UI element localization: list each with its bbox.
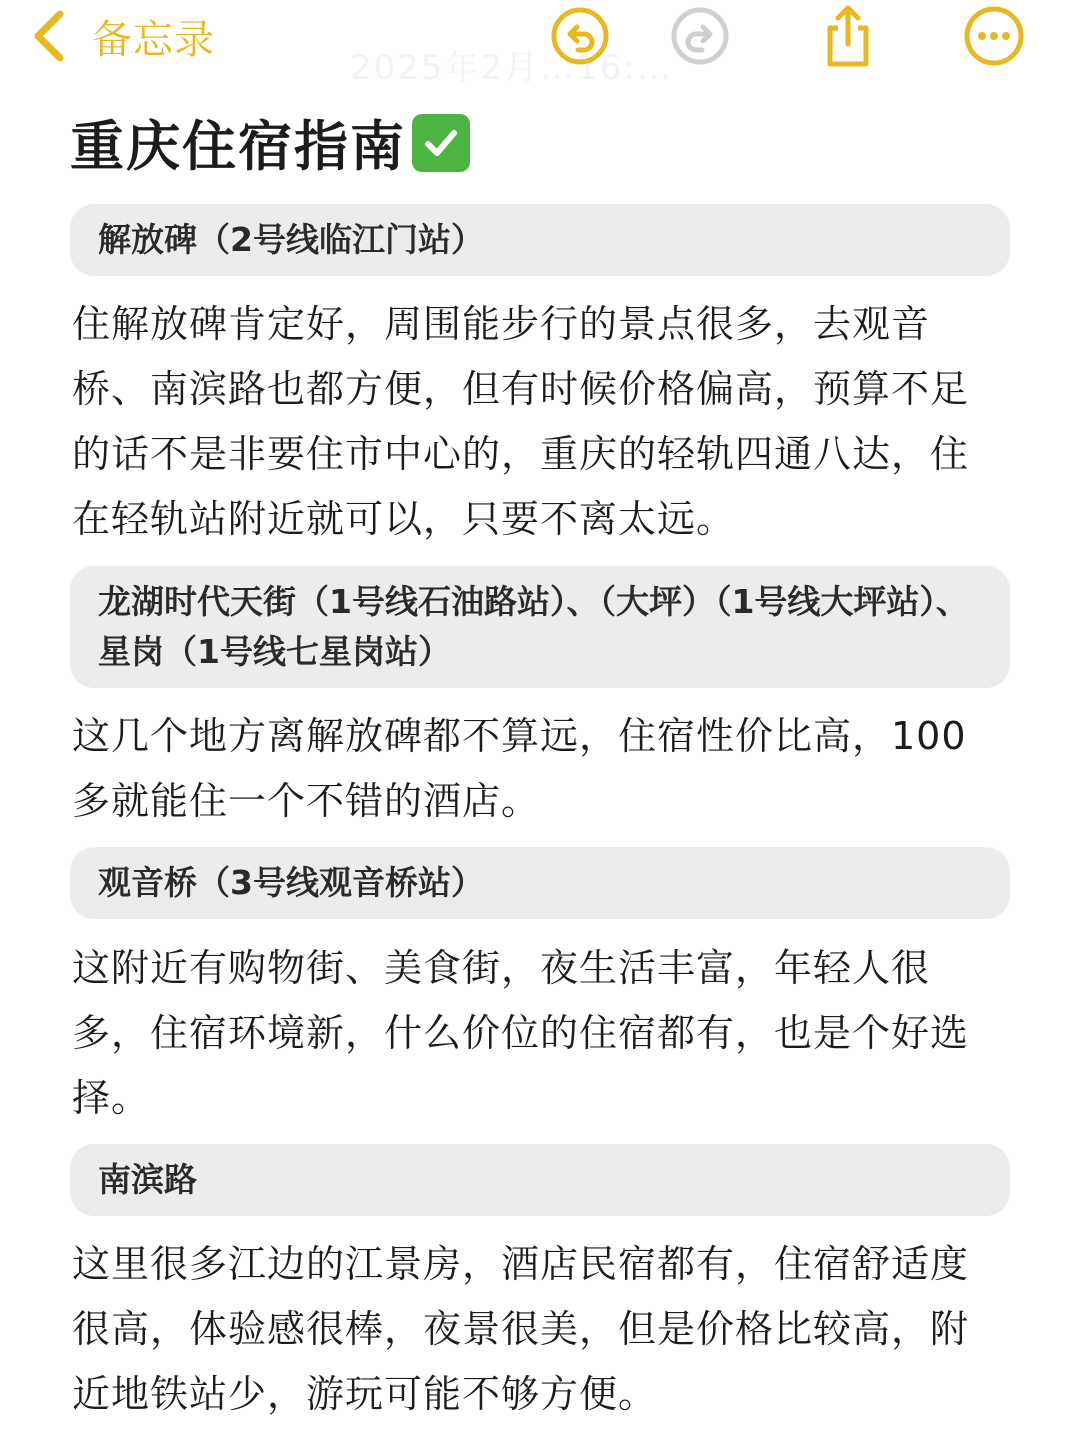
section-heading[interactable]: 龙湖时代天街（1号线石油路站）、（大坪）（1号线大坪站）、星岗（1号线七星岗站） <box>70 566 1010 688</box>
section-body[interactable]: 这附近有购物街、美食街，夜生活丰富，年轻人很多，住宿环境新，什么价位的住宿都有，也是个好选择。 <box>72 946 970 1120</box>
back-label: 备忘录 <box>92 16 215 63</box>
note-title-text: 重庆住宿指南 <box>70 115 406 178</box>
redo-button[interactable] <box>668 4 732 68</box>
undo-icon <box>548 4 612 68</box>
more-icon <box>962 4 1026 68</box>
more-button[interactable] <box>962 4 1026 68</box>
section-heading[interactable]: 观音桥（3号线观音桥站） <box>70 847 1010 919</box>
redo-icon <box>668 4 732 68</box>
section-heading[interactable]: 解放碑（2号线临江门站） <box>70 204 1010 276</box>
section-body[interactable]: 这几个地方离解放碑都不算远，住宿性价比高，100多就能住一个不错的酒店。 <box>72 714 967 823</box>
share-icon <box>816 4 880 68</box>
chevron-left-icon <box>30 8 70 64</box>
note-title[interactable] <box>70 104 470 181</box>
back-button[interactable] <box>30 8 215 64</box>
section-heading[interactable]: 南滨路 <box>70 1144 1010 1216</box>
section-body[interactable]: 住解放碑肯定好，周围能步行的景点很多，去观音桥、南滨路也都方便，但有时候价格偏高，预算不足的话不是非要住市中心的，重庆的轻轨四通八达，住在轻轨站附近就可以，只要不离太远。 <box>72 302 970 541</box>
check-mark-button-icon <box>412 114 470 172</box>
toolbar <box>0 0 1080 88</box>
note-date: 2025年2月…16:… <box>350 48 673 88</box>
share-button[interactable] <box>816 4 880 68</box>
undo-button[interactable] <box>548 4 612 68</box>
section-body[interactable]: 这里很多江边的江景房，酒店民宿都有，住宿舒适度很高，体验感很棒，夜景很美，但是价格比较高，附近地铁站少，游玩可能不够方便。 <box>72 1242 970 1416</box>
